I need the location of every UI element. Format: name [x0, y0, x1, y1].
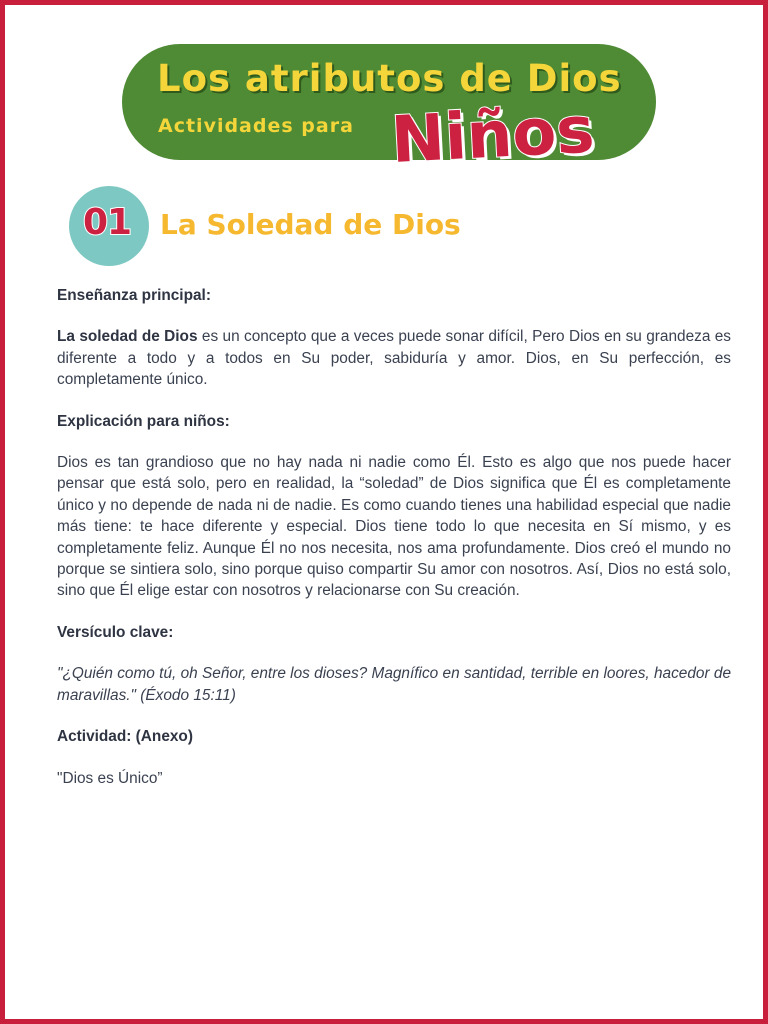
- header-subtitle: Actividades para: [158, 115, 354, 137]
- explanation-paragraph: Dios es tan grandioso que no hay nada ni nadie como Él. Esto es algo que nos puede hacer pensar que está solo, pero en realidad, la “soledad” de Dios significa que Él es completamente único y no depende de nada ni de nadie. Es como cuando tienes una habilidad especial que nadie más tiene: te hace diferente y especial. Dios tiene todo lo que necesita en Sí mismo, y es completamente feliz. Aunque Él no nos necesita, nos ama profundamente. Dios creó el mundo no porque se sintiera solo, sino porque quiso compartir Su amor con nosotros. Así, Dios no está solo, sino que Él elige estar con nosotros y relacionarse con Su creación.: [57, 454, 731, 600]
- activity-text: "Dios es Único”: [57, 769, 163, 787]
- teaching-paragraph: [57, 326, 731, 390]
- header-title: Los atributos de Dios: [157, 57, 622, 100]
- activity-heading: Actividad: (Anexo): [57, 728, 193, 746]
- verse-heading: Versículo clave:: [57, 623, 174, 641]
- section-number: 01: [83, 202, 132, 243]
- header-kids-word: Niños: [389, 93, 597, 178]
- section-title: La Soledad de Dios: [160, 208, 461, 241]
- teaching-lead: La soledad de Dios: [57, 328, 198, 346]
- explanation-heading: Explicación para niños:: [57, 412, 230, 430]
- document-body: [57, 285, 731, 809]
- teaching-heading: Enseñanza principal:: [57, 287, 211, 304]
- verse-text: "¿Quién como tú, oh Señor, entre los dioses? Magnífico en santidad, terrible en loores, hacedor de maravillas." (Éxodo 15:11): [57, 665, 731, 704]
- teaching-text: es un concepto que a veces puede sonar difícil, Pero Dios en su grandeza es diferente a todo y a todos en Su poder, sabiduría y amor. Dios, en Su perfección, es completamente único.: [57, 328, 731, 389]
